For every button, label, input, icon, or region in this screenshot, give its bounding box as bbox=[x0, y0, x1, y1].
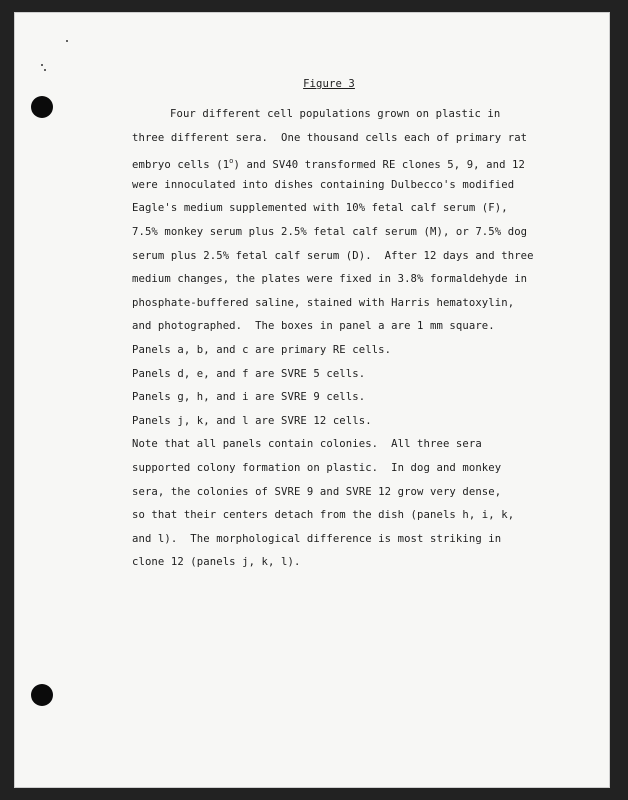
paragraph-fragment: ) and SV40 transformed RE clones 5, 9, and 12 bbox=[233, 159, 526, 172]
paragraph-fragment: embryo cells (1 bbox=[132, 159, 230, 172]
paragraph-line: Four different cell populations grown on plastic in bbox=[170, 108, 501, 120]
panel-line: Panels d, e, and f are SVRE 5 cells. bbox=[132, 367, 366, 380]
paragraph-line: so that their centers detach from the dish (panels h, i, k, bbox=[132, 509, 515, 522]
paragraph-line: clone 12 (panels j, k, l). bbox=[132, 556, 301, 569]
superscript: o bbox=[229, 157, 234, 166]
speck-mark bbox=[41, 64, 43, 66]
punch-hole-top bbox=[31, 96, 53, 118]
paragraph-line bbox=[132, 150, 582, 174]
paragraph-line: medium changes, the plates were fixed in 3.8% formaldehyde in bbox=[132, 273, 528, 286]
paragraph-line: 7.5% monkey serum plus 2.5% fetal calf serum (M), or 7.5% dog bbox=[132, 225, 528, 238]
paragraph-line: Note that all panels contain colonies. All three sera bbox=[132, 438, 482, 451]
paragraph-line: and photographed. The boxes in panel a are 1 mm square. bbox=[132, 320, 495, 333]
paragraph-line: supported colony formation on plastic. In dog and monkey bbox=[132, 461, 502, 474]
figure-title: Figure 3 bbox=[303, 78, 355, 90]
paragraph-line: serum plus 2.5% fetal calf serum (D). After 12 days and three bbox=[132, 249, 534, 262]
panel-line: Panels g, h, and i are SVRE 9 cells. bbox=[132, 391, 366, 404]
paragraph-line: Eagle's medium supplemented with 10% fetal calf serum (F), bbox=[132, 202, 508, 215]
paragraph-line: sera, the colonies of SVRE 9 and SVRE 12 grow very dense, bbox=[132, 485, 502, 498]
speck-mark bbox=[66, 40, 68, 42]
paragraph-line: were innoculated into dishes containing Dulbecco's modified bbox=[132, 178, 515, 191]
panel-line: Panels a, b, and c are primary RE cells. bbox=[132, 343, 392, 356]
paragraph-line: and l). The morphological difference is most striking in bbox=[132, 532, 502, 545]
document-body bbox=[132, 74, 582, 575]
punch-hole-bottom bbox=[31, 684, 53, 706]
paragraph-line: three different sera. One thousand cells each of primary rat bbox=[132, 131, 528, 144]
paragraph-line: phosphate-buffered saline, stained with Harris hematoxylin, bbox=[132, 296, 515, 309]
speck-mark bbox=[44, 69, 46, 71]
panel-line: Panels j, k, and l are SVRE 12 cells. bbox=[132, 414, 372, 427]
document-page bbox=[14, 12, 610, 788]
